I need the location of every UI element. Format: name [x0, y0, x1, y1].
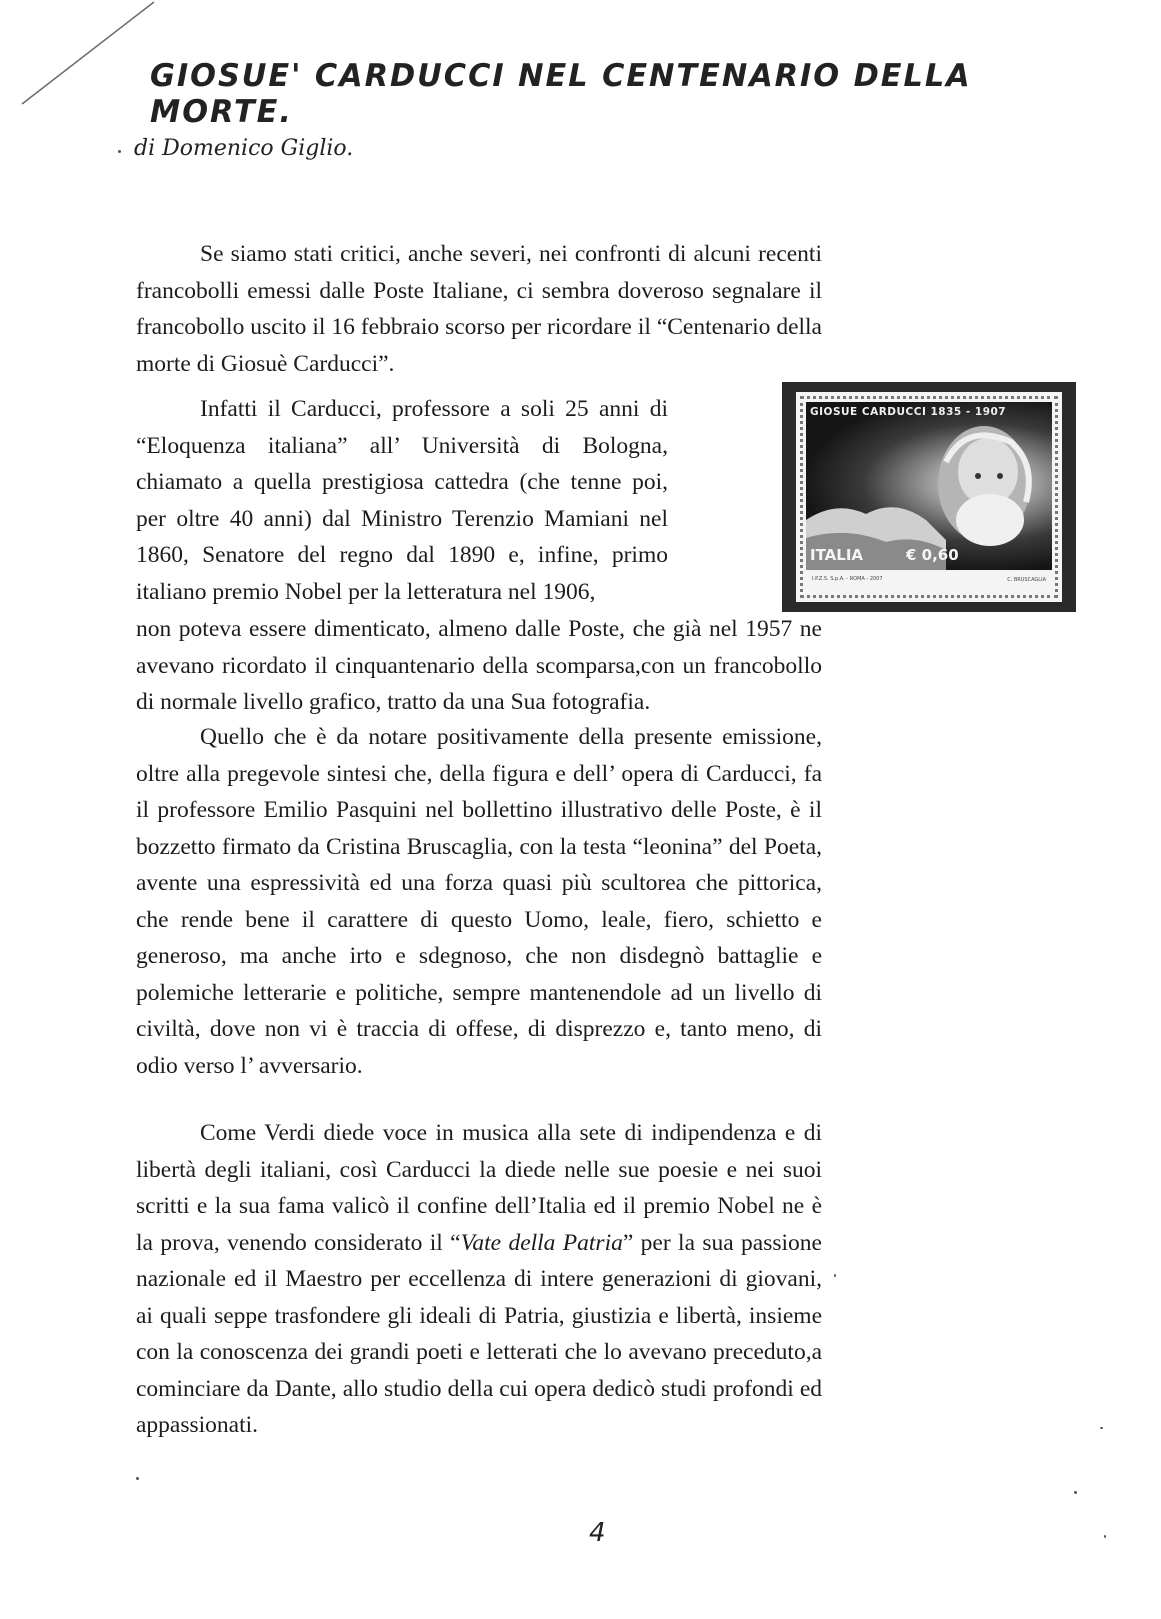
- carducci-stamp: [796, 392, 1062, 602]
- vate-della-patria: Vate della Patria: [460, 1229, 623, 1256]
- paragraph-4-start: Come Verdi diede voce in musica alla sete di indipendenza e di libertà degli italiani, così Carducci la diede nelle sue poesie e nei suoi scritti e la sua fama valicò il confine dell’Italia ed il premio Nobel ne è la prova, venendo considerato il “: [136, 1120, 822, 1256]
- paragraph-2-wrapped: Infatti il Carducci, professore a soli 25 anni di “Eloquenza italiana” all’ Università di Bologna, chiamato a quella prestigiosa cattedra (che tenne poi, per oltre 40 anni) dal Ministro Terenzio Mamiani nel 1860, Senatore del regno dal 1890 e, infine, primo italiano premio Nobel per la letteratura nel 1906,: [136, 396, 668, 605]
- article-title: GIOSUE' CARDUCCI NEL CENTENARIO DELLA MORTE.: [150, 58, 972, 130]
- stamp-denomination: € 0,60: [906, 546, 959, 564]
- article-author: di Domenico Giglio.: [134, 136, 354, 161]
- scan-speck: [1104, 1535, 1106, 1538]
- stamp-portrait-head: [806, 402, 1052, 570]
- scan-speck: [834, 1274, 836, 1277]
- scan-speck: [1074, 1491, 1077, 1494]
- stamp-designer-credit: C. BRUSCAGLIA: [1007, 577, 1046, 583]
- stamp-country: ITALIA: [810, 546, 864, 564]
- scan-speck: [1100, 1427, 1103, 1429]
- stamp-portrait-image: [806, 402, 1052, 570]
- paragraph-1: Se siamo stati critici, anche severi, nei confronti di alcuni recenti francobolli emessi dalle Poste Italiane, ci sembra doveroso segnalare il francobollo uscito il 16 febbraio scorso per ricordare il “Centenario della morte di Giosuè Carducci”.: [136, 241, 822, 377]
- stamp-header-text: GIOSUE CARDUCCI 1835 - 1907: [810, 406, 1007, 418]
- paragraph-4-end: ” per la sua passione nazionale ed il Maestro per eccellenza di intere generazioni di giovani, ai quali seppe trasfondere gli ideali di Patria, giustizia e libertà, insieme con la conoscenza dei grandi poeti e letterati che lo avevano preceduto,a cominciare da Dante, allo studio della cui opera dedicò studi profondi ed appassionati.: [136, 1229, 822, 1438]
- scan-speck: [136, 1477, 139, 1480]
- page-number: 4: [589, 1518, 606, 1548]
- paragraph-4: [136, 1115, 822, 1444]
- paragraph-3: Quello che è da notare positivamente della presente emissione, oltre alla pregevole sintesi che, della figura e dell’ opera di Carducci, fa il professore Emilio Pasquini nel bollettino illustrativo delle Poste, è il bozzetto firmato da Cristina Bruscaglia, con la testa “leonina” del Poeta, avente una espressività ed una forza quasi più scultorea che pittorica, che rende bene il carattere di questo Uomo, leale, fiero, schietto e generoso, ma anche irto e sdegnoso, che non disdegnò battaglie e polemiche letterarie e politiche, sempre mantenendole ad un livello di civiltà, dove non vi è traccia di offese, di disprezzo e, tanto meno, di odio verso l’ avversario.: [136, 724, 822, 1079]
- paragraph-2-continued: non poteva essere dimenticato, almeno dalle Poste, che già nel 1957 ne avevano ricordato il cinquantenario della scomparsa,con un francobollo di normale livello grafico, tratto da una Sua fotografia.: [136, 616, 822, 715]
- stamp-printer-credit: I.P.Z.S. S.p.A. - ROMA - 2007: [812, 576, 883, 582]
- scan-speck: [118, 150, 121, 153]
